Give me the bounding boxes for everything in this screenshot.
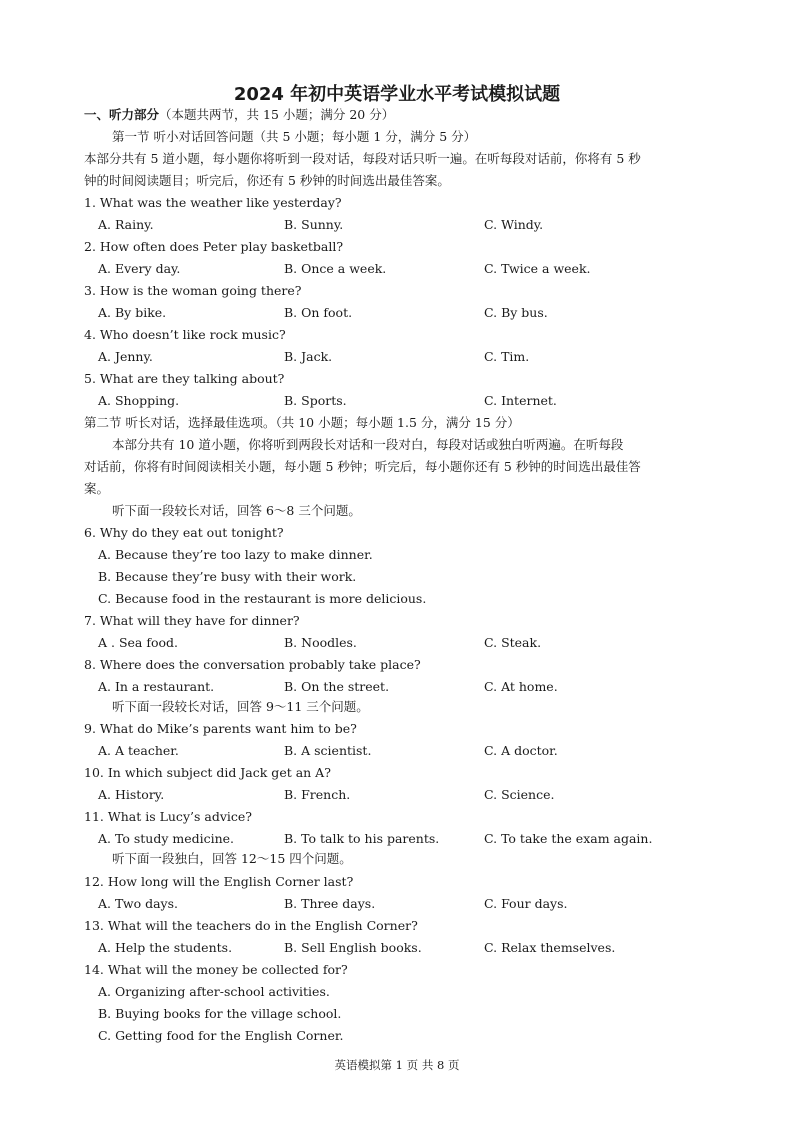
q9-option-b: B. A scientist.: [284, 743, 372, 758]
q5-option-a: A. Shopping.: [98, 393, 180, 408]
question-5: 5. What are they talking about?: [84, 371, 285, 386]
q13-option-c: C. Relax themselves.: [484, 940, 616, 955]
question-14: 14. What will the money be collected for?: [84, 962, 348, 977]
q1-option-b: B. Sunny.: [284, 217, 344, 232]
q13-option-a: A. Help the students.: [98, 940, 233, 955]
q10-option-b: B. French.: [284, 787, 351, 802]
q2-option-b: B. Once a week.: [284, 261, 387, 276]
q12-option-b: B. Three days.: [284, 896, 376, 911]
q9-option-a: A. A teacher.: [98, 743, 179, 758]
part1-heading: 一、听力部分: [84, 107, 160, 122]
question-2: 2. How often does Peter play basketball?: [84, 239, 344, 254]
q3-option-c: C. By bus.: [484, 305, 548, 320]
question-13: 13. What will the teachers do in the English Corner?: [84, 918, 418, 933]
section1-heading: 第一节 听小对话回答问题（共 5 小题；每小题 1 分，满分 5 分）: [112, 129, 477, 144]
q14-option-b: B. Buying books for the village school.: [98, 1006, 342, 1021]
question-1: 1. What was the weather like yesterday?: [84, 195, 342, 210]
q3-option-a: A. By bike.: [98, 305, 167, 320]
q6-option-b: B. Because they’re busy with their work.: [98, 569, 357, 584]
q4-option-a: A. Jenny.: [98, 349, 153, 364]
q1-option-a: A. Rainy.: [98, 217, 154, 232]
section2-instructions-line3: 案。: [84, 481, 110, 496]
q14-option-a: A. Organizing after-school activities.: [98, 984, 330, 999]
section1-instructions-line1: 本部分共有 5 道小题，每小题你将听到一段对话，每段对话只听一遍。在听每段对话前，你将有 5 秒: [84, 151, 641, 166]
question-12: 12. How long will the English Corner last?: [84, 874, 354, 889]
q7-option-a: A . Sea food.: [98, 635, 178, 650]
q11-option-b: B. To talk to his parents.: [284, 831, 440, 846]
section2-cue-3: 听下面一段独白，回答 12～15 四个问题。: [112, 851, 352, 866]
question-11: 11. What is Lucy’s advice?: [84, 809, 252, 824]
q2-option-a: A. Every day.: [98, 261, 181, 276]
q3-option-b: B. On foot.: [284, 305, 353, 320]
q5-option-c: C. Internet.: [484, 393, 557, 408]
q6-option-a: A. Because they’re too lazy to make dinner.: [98, 547, 373, 562]
q2-option-c: C. Twice a week.: [484, 261, 591, 276]
section1-instructions-line2: 钟的时间阅读题目；听完后，你还有 5 秒钟的时间选出最佳答案。: [84, 173, 450, 188]
question-10: 10. In which subject did Jack get an A?: [84, 765, 331, 780]
q13-option-b: B. Sell English books.: [284, 940, 422, 955]
question-3: 3. How is the woman going there?: [84, 283, 302, 298]
q8-option-b: B. On the street.: [284, 679, 390, 694]
page-footer: 英语模拟第 1 页 共 8 页: [334, 1058, 460, 1072]
question-7: 7. What will they have for dinner?: [84, 613, 300, 628]
q10-option-c: C. Science.: [484, 787, 555, 802]
question-6: 6. Why do they eat out tonight?: [84, 525, 284, 540]
question-9: 9. What do Mike’s parents want him to be?: [84, 721, 357, 736]
q8-option-c: C. At home.: [484, 679, 558, 694]
q14-option-c: C. Getting food for the English Corner.: [98, 1028, 344, 1043]
q5-option-b: B. Sports.: [284, 393, 347, 408]
section2-heading: 第二节 听长对话，选择最佳选项。（共 10 小题；每小题 1.5 分，满分 15 分）: [84, 415, 520, 430]
question-4: 4. Who doesn’t like rock music?: [84, 327, 286, 342]
q12-option-c: C. Four days.: [484, 896, 568, 911]
section2-instructions-line1: 本部分共有 10 道小题，你将听到两段长对话和一段对白，每段对话或独白听两遍。在听每段: [112, 437, 624, 452]
section2-cue-2: 听下面一段较长对话，回答 9～11 三个问题。: [112, 699, 369, 714]
question-8: 8. Where does the conversation probably take place?: [84, 657, 421, 672]
q6-option-c: C. Because food in the restaurant is more delicious.: [98, 591, 427, 606]
page-title: 2024 年初中英语学业水平考试模拟试题: [233, 84, 561, 105]
q7-option-b: B. Noodles.: [284, 635, 357, 650]
q11-option-c: C. To take the exam again.: [484, 831, 653, 846]
q4-option-b: B. Jack.: [284, 349, 333, 364]
part1-heading-line: [84, 106, 394, 124]
q4-option-c: C. Tim.: [484, 349, 530, 364]
part1-heading-note: （本题共两节，共 15 小题；满分 20 分）: [159, 107, 395, 122]
q12-option-a: A. Two days.: [98, 896, 178, 911]
q11-option-a: A. To study medicine.: [98, 831, 235, 846]
q9-option-c: C. A doctor.: [484, 743, 558, 758]
section2-instructions-line2: 对话前，你将有时间阅读相关小题，每小题 5 秒钟；听完后，每小题你还有 5 秒钟的时间选出最佳答: [84, 459, 641, 474]
q10-option-a: A. History.: [98, 787, 165, 802]
q8-option-a: A. In a restaurant.: [98, 679, 215, 694]
section2-cue-1: 听下面一段较长对话，回答 6～8 三个问题。: [112, 503, 361, 518]
q1-option-c: C. Windy.: [484, 217, 544, 232]
q7-option-c: C. Steak.: [484, 635, 542, 650]
